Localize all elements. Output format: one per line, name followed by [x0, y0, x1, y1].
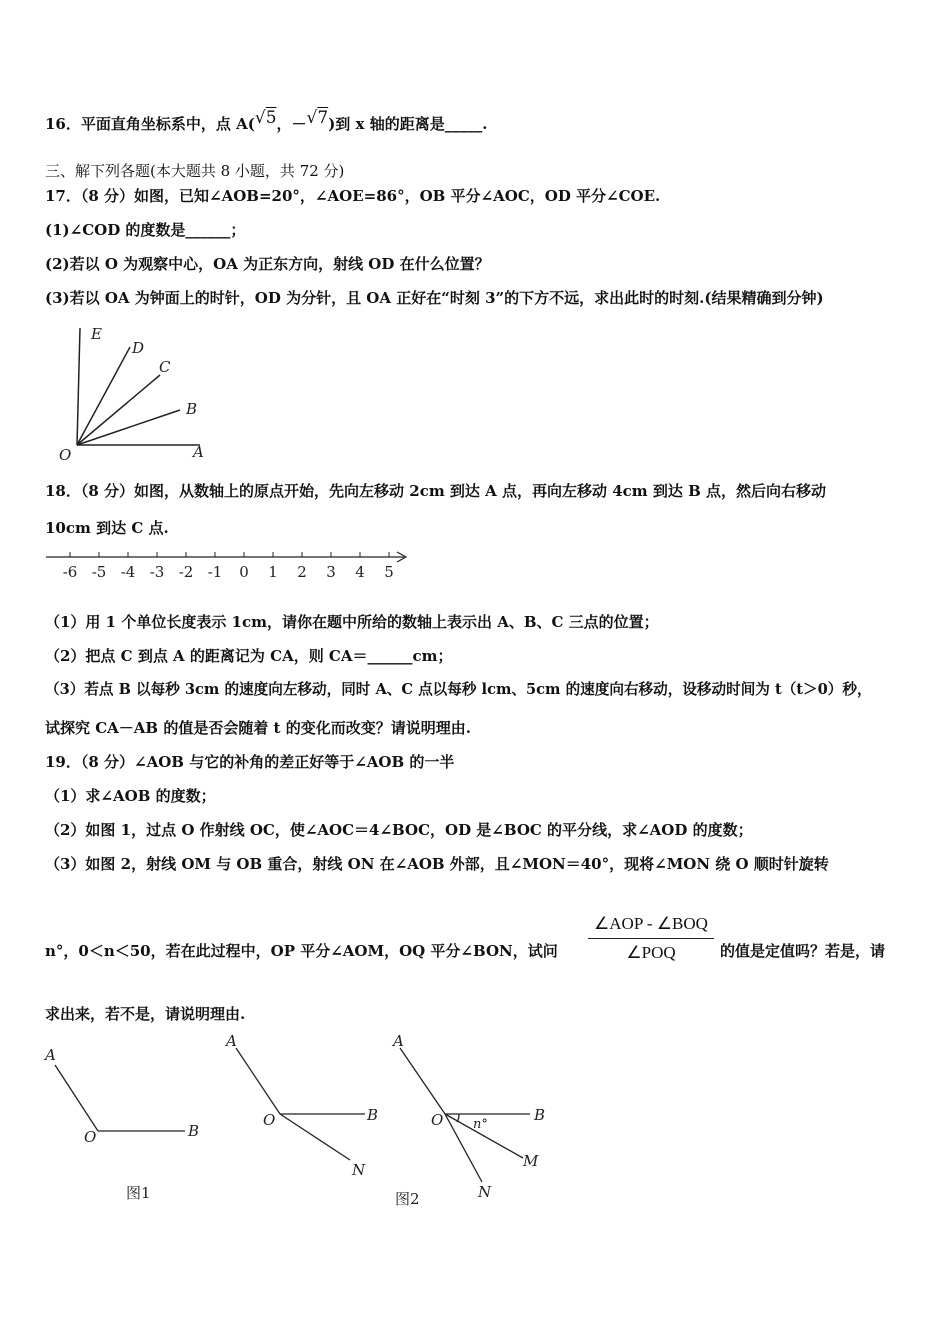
q16-suffix: )到 x 轴的距离是 [328, 115, 445, 133]
q19-fraction [588, 912, 714, 965]
q19-stem: 19．（8 分）∠AOB 与它的补角的差正好等于∠AOB 的一半 [45, 753, 455, 771]
fig1-label-o: O [84, 1128, 97, 1146]
fig17-label-d: D [132, 339, 145, 357]
fig1-label-a: A [45, 1046, 56, 1064]
q19-part2: （2）如图 1，过点 O 作射线 OC，使∠AOC＝4∠BOC，OD 是∠BOC 的平分线，求∠AOD 的度数； [45, 821, 753, 839]
q16-sqrt5: 5 [265, 108, 277, 128]
number-line-tick-label: 4 [355, 563, 365, 581]
fig2b-label-a: A [393, 1032, 404, 1050]
q16-prefix: 16．平面直角坐标系中，点 A( [45, 115, 255, 133]
fig17-label-a: A [193, 443, 204, 461]
fig2a-label-o: O [263, 1111, 276, 1129]
q19-figure-2b [385, 1030, 555, 1210]
number-line-tick-label: 0 [239, 563, 249, 581]
number-line-tick-label: 3 [326, 563, 336, 581]
q17-part2: (2)若以 O 为观察中心，OA 为正东方向，射线 OD 在什么位置？ [45, 255, 490, 273]
q16-sqrt7: 7 [317, 108, 329, 128]
q19-part4-suffix: 的值是定值吗？若是，请 [720, 942, 886, 960]
number-line-tick-label: 1 [268, 563, 278, 581]
fraction-bar [588, 938, 714, 939]
fig2a-label-b: B [367, 1106, 379, 1124]
q18-part2-blank: ______ [367, 647, 413, 665]
fig1-label-b: B [188, 1122, 200, 1140]
fig2a-label-a: A [226, 1032, 237, 1050]
fig17-label-c: C [159, 358, 171, 376]
q16-line: 16．平面直角坐标系中，点 A(√5，－√7)到 x 轴的距离是_____. [45, 108, 488, 133]
fig2b-label-n-degree: n° [473, 1117, 488, 1132]
q19-part5: 求出来，若不是，请说明理由. [45, 1005, 246, 1023]
number-line-tick-label: -5 [91, 563, 107, 581]
number-line-tick-label: -6 [62, 563, 78, 581]
q19-figure-1 [40, 1040, 220, 1210]
q18-part3a: （3）若点 B 以每秒 3cm 的速度向左移动，同时 A、C 点以每秒 lcm、5cm 的速度向右移动，设移动时间为 t（t＞0）秒， [45, 681, 872, 698]
number-line-tick-label: -3 [149, 563, 165, 581]
q19-part4-prefix: n°，0＜n＜50，若在此过程中，OP 平分∠AOM，OQ 平分∠BON，试问 [45, 942, 558, 960]
q18-part2-prefix: （2）把点 C 到点 A 的距离记为 CA，则 CA＝ [45, 647, 368, 665]
q16-blank: _____ [444, 115, 483, 133]
fig17-label-e: E [91, 325, 102, 343]
fig2b-label-o: O [431, 1111, 444, 1129]
q19-part1: （1）求∠AOB 的度数； [45, 787, 216, 805]
q16-end: . [482, 115, 488, 133]
q17-figure [50, 320, 220, 465]
fig2a-label-n: N [352, 1161, 366, 1179]
fig2b-label-n: N [478, 1183, 492, 1201]
q18-part2-suffix: cm； [412, 647, 453, 665]
number-line-tick-label: 2 [297, 563, 307, 581]
q17-stem: 17．（8 分）如图，已知∠AOB=20°，∠AOE=86°，OB 平分∠AOC，OD 平分∠COE. [45, 187, 661, 205]
q19-figure-2a [220, 1030, 390, 1180]
q18-stem-1: 18．（8 分）如图，从数轴上的原点开始，先向左移动 2cm 到达 A 点，再向左移动 4cm 到达 B 点，然后向右移动 [45, 482, 827, 500]
number-line-tick-label: -1 [207, 563, 223, 581]
fig17-label-o: O [59, 446, 72, 464]
section3-title: 三、解下列各题(本大题共 8 小题，共 72 分) [45, 162, 345, 180]
number-line-tick-label: 5 [384, 563, 394, 581]
q19-part3: （3）如图 2，射线 OM 与 OB 重合，射线 ON 在∠AOB 外部，且∠MON＝40°，现将∠MON 绕 O 顺时针旋转 [45, 855, 829, 873]
q16-mid: ，－ [276, 115, 307, 133]
fraction-denominator: ∠POQ [626, 943, 676, 962]
fig1-caption: 图1 [126, 1184, 151, 1202]
q18-part1: （1）用 1 个单位长度表示 1cm，请你在题中所给的数轴上表示出 A、B、C 三点的位置； [45, 613, 659, 631]
number-line-tick-label: -4 [120, 563, 136, 581]
number-line [44, 549, 414, 581]
number-line-tick-label: -2 [178, 563, 194, 581]
fig2-caption: 图2 [395, 1190, 420, 1208]
fraction-numerator: ∠AOP - ∠BOQ [594, 914, 708, 933]
q18-stem-2: 10cm 到达 C 点. [45, 519, 169, 537]
fig17-label-b: B [186, 400, 198, 418]
q18-part2 [45, 646, 453, 666]
fig2b-label-b: B [534, 1106, 546, 1124]
fig2b-label-m: M [523, 1152, 539, 1170]
q17-part3: (3)若以 OA 为钟面上的时针，OD 为分针，且 OA 正好在“时刻 3”的下方不远，求出此时的时刻.(结果精确到分钟) [45, 289, 824, 307]
q17-part1: (1)∠COD 的度数是______； [45, 221, 246, 239]
q18-part3b: 试探究 CA－AB 的值是否会随着 t 的变化而改变？请说明理由. [45, 719, 471, 737]
